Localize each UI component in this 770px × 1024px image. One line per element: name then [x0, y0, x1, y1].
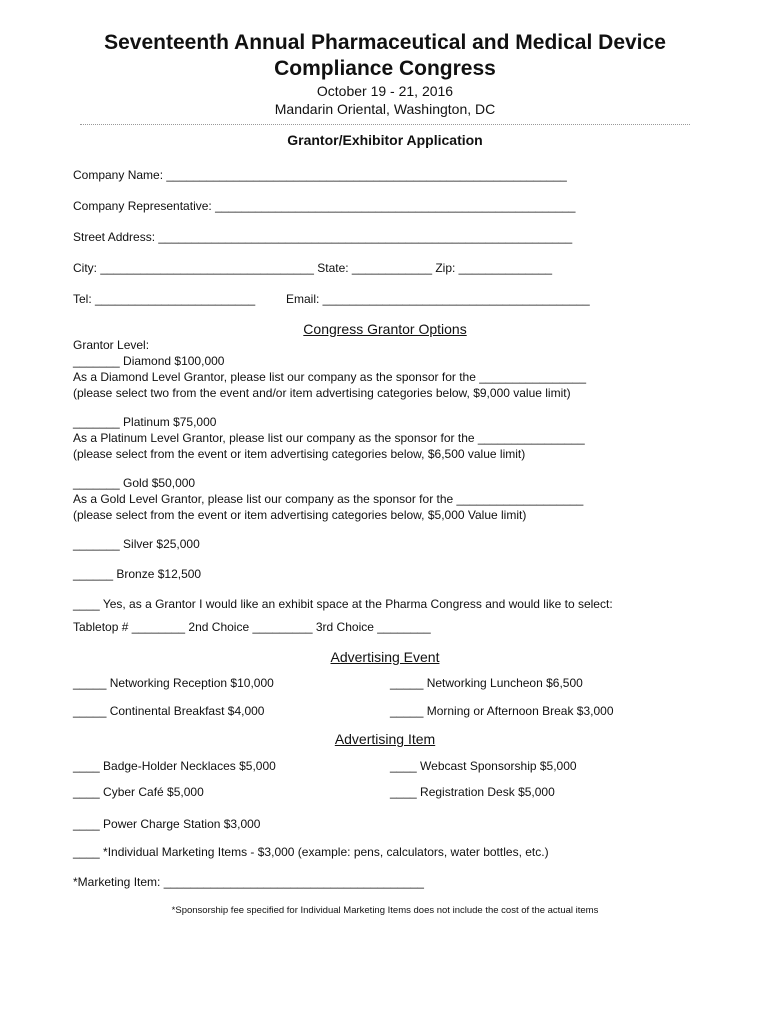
badge-holder-option[interactable]: ____ Badge-Holder Necklaces $5,000 [73, 759, 276, 773]
event-venue: Mandarin Oriental, Washington, DC [274, 101, 496, 117]
company-representative-field[interactable]: Company Representative: ______________________________________________________ [73, 199, 576, 213]
platinum-option[interactable]: _______ Platinum $75,000 [73, 415, 217, 429]
registration-desk-option[interactable]: ____ Registration Desk $5,000 [390, 785, 555, 799]
individual-marketing-option[interactable]: ____ *Individual Marketing Items - $3,000 (example: pens, calculators, water bottles, etc.) [73, 845, 549, 859]
event-dates: October 19 - 21, 2016 [316, 83, 454, 99]
sponsorship-footnote: *Sponsorship fee specified for Individual Marketing Items does not include the cost of the actual items [171, 905, 599, 916]
tel-field[interactable]: Tel: ________________________ [73, 292, 256, 306]
company-name-field[interactable]: Company Name: ____________________________________________________________ [73, 168, 567, 182]
cyber-cafe-option[interactable]: ____ Cyber Café $5,000 [73, 785, 204, 799]
title-line-1: Seventeenth Annual Pharmaceutical and Medical Device [104, 31, 666, 54]
webcast-sponsorship-option[interactable]: ____ Webcast Sponsorship $5,000 [390, 759, 577, 773]
bronze-option[interactable]: ______ Bronze $12,500 [73, 567, 202, 581]
platinum-sponsor-field[interactable]: As a Platinum Level Grantor, please list our company as the sponsor for the ________________ [73, 431, 585, 445]
diamond-sponsor-field[interactable]: As a Diamond Level Grantor, please list our company as the sponsor for the ________________ [73, 370, 586, 384]
gold-option[interactable]: _______ Gold $50,000 [73, 476, 196, 490]
exhibit-space-option[interactable]: ____ Yes, as a Grantor I would like an exhibit space at the Pharma Congress and would like to select: [73, 597, 613, 611]
email-field[interactable]: Email: ________________________________________ [286, 292, 590, 306]
gold-sponsor-field[interactable]: As a Gold Level Grantor, please list our company as the sponsor for the ___________________ [73, 492, 584, 506]
advertising-event-heading: Advertising Event [330, 649, 440, 665]
marketing-item-field[interactable]: *Marketing Item: _______________________________________ [73, 875, 424, 889]
power-charge-option[interactable]: ____ Power Charge Station $3,000 [73, 817, 261, 831]
networking-luncheon-option[interactable]: _____ Networking Luncheon $6,500 [390, 676, 583, 690]
diamond-option[interactable]: _______ Diamond $100,000 [73, 354, 225, 368]
continental-breakfast-option[interactable]: _____ Continental Breakfast $4,000 [73, 704, 265, 718]
networking-reception-option[interactable]: _____ Networking Reception $10,000 [73, 676, 274, 690]
grantor-options-heading: Congress Grantor Options [303, 321, 467, 337]
divider-rule [80, 124, 690, 125]
tabletop-choice-fields[interactable]: Tabletop # ________ 2nd Choice _________ 3rd Choice ________ [73, 620, 431, 634]
form-title: Grantor/Exhibitor Application [287, 132, 483, 148]
platinum-note: (please select from the event or item advertising categories below, $6,500 value limit) [73, 447, 526, 461]
title-line-2: Compliance Congress [274, 57, 496, 80]
city-state-zip-field[interactable]: City: ________________________________ State: ____________ Zip: ______________ [73, 261, 553, 275]
advertising-item-heading: Advertising Item [334, 731, 436, 747]
street-address-field[interactable]: Street Address: ______________________________________________________________ [73, 230, 573, 244]
break-option[interactable]: _____ Morning or Afternoon Break $3,000 [390, 704, 614, 718]
diamond-note: (please select two from the event and/or item advertising categories below, $9,000 value limit) [73, 386, 571, 400]
gold-note: (please select from the event or item advertising categories below, $5,000 Value limit) [73, 508, 527, 522]
grantor-level-label: Grantor Level: [73, 338, 150, 352]
silver-option[interactable]: _______ Silver $25,000 [73, 537, 200, 551]
